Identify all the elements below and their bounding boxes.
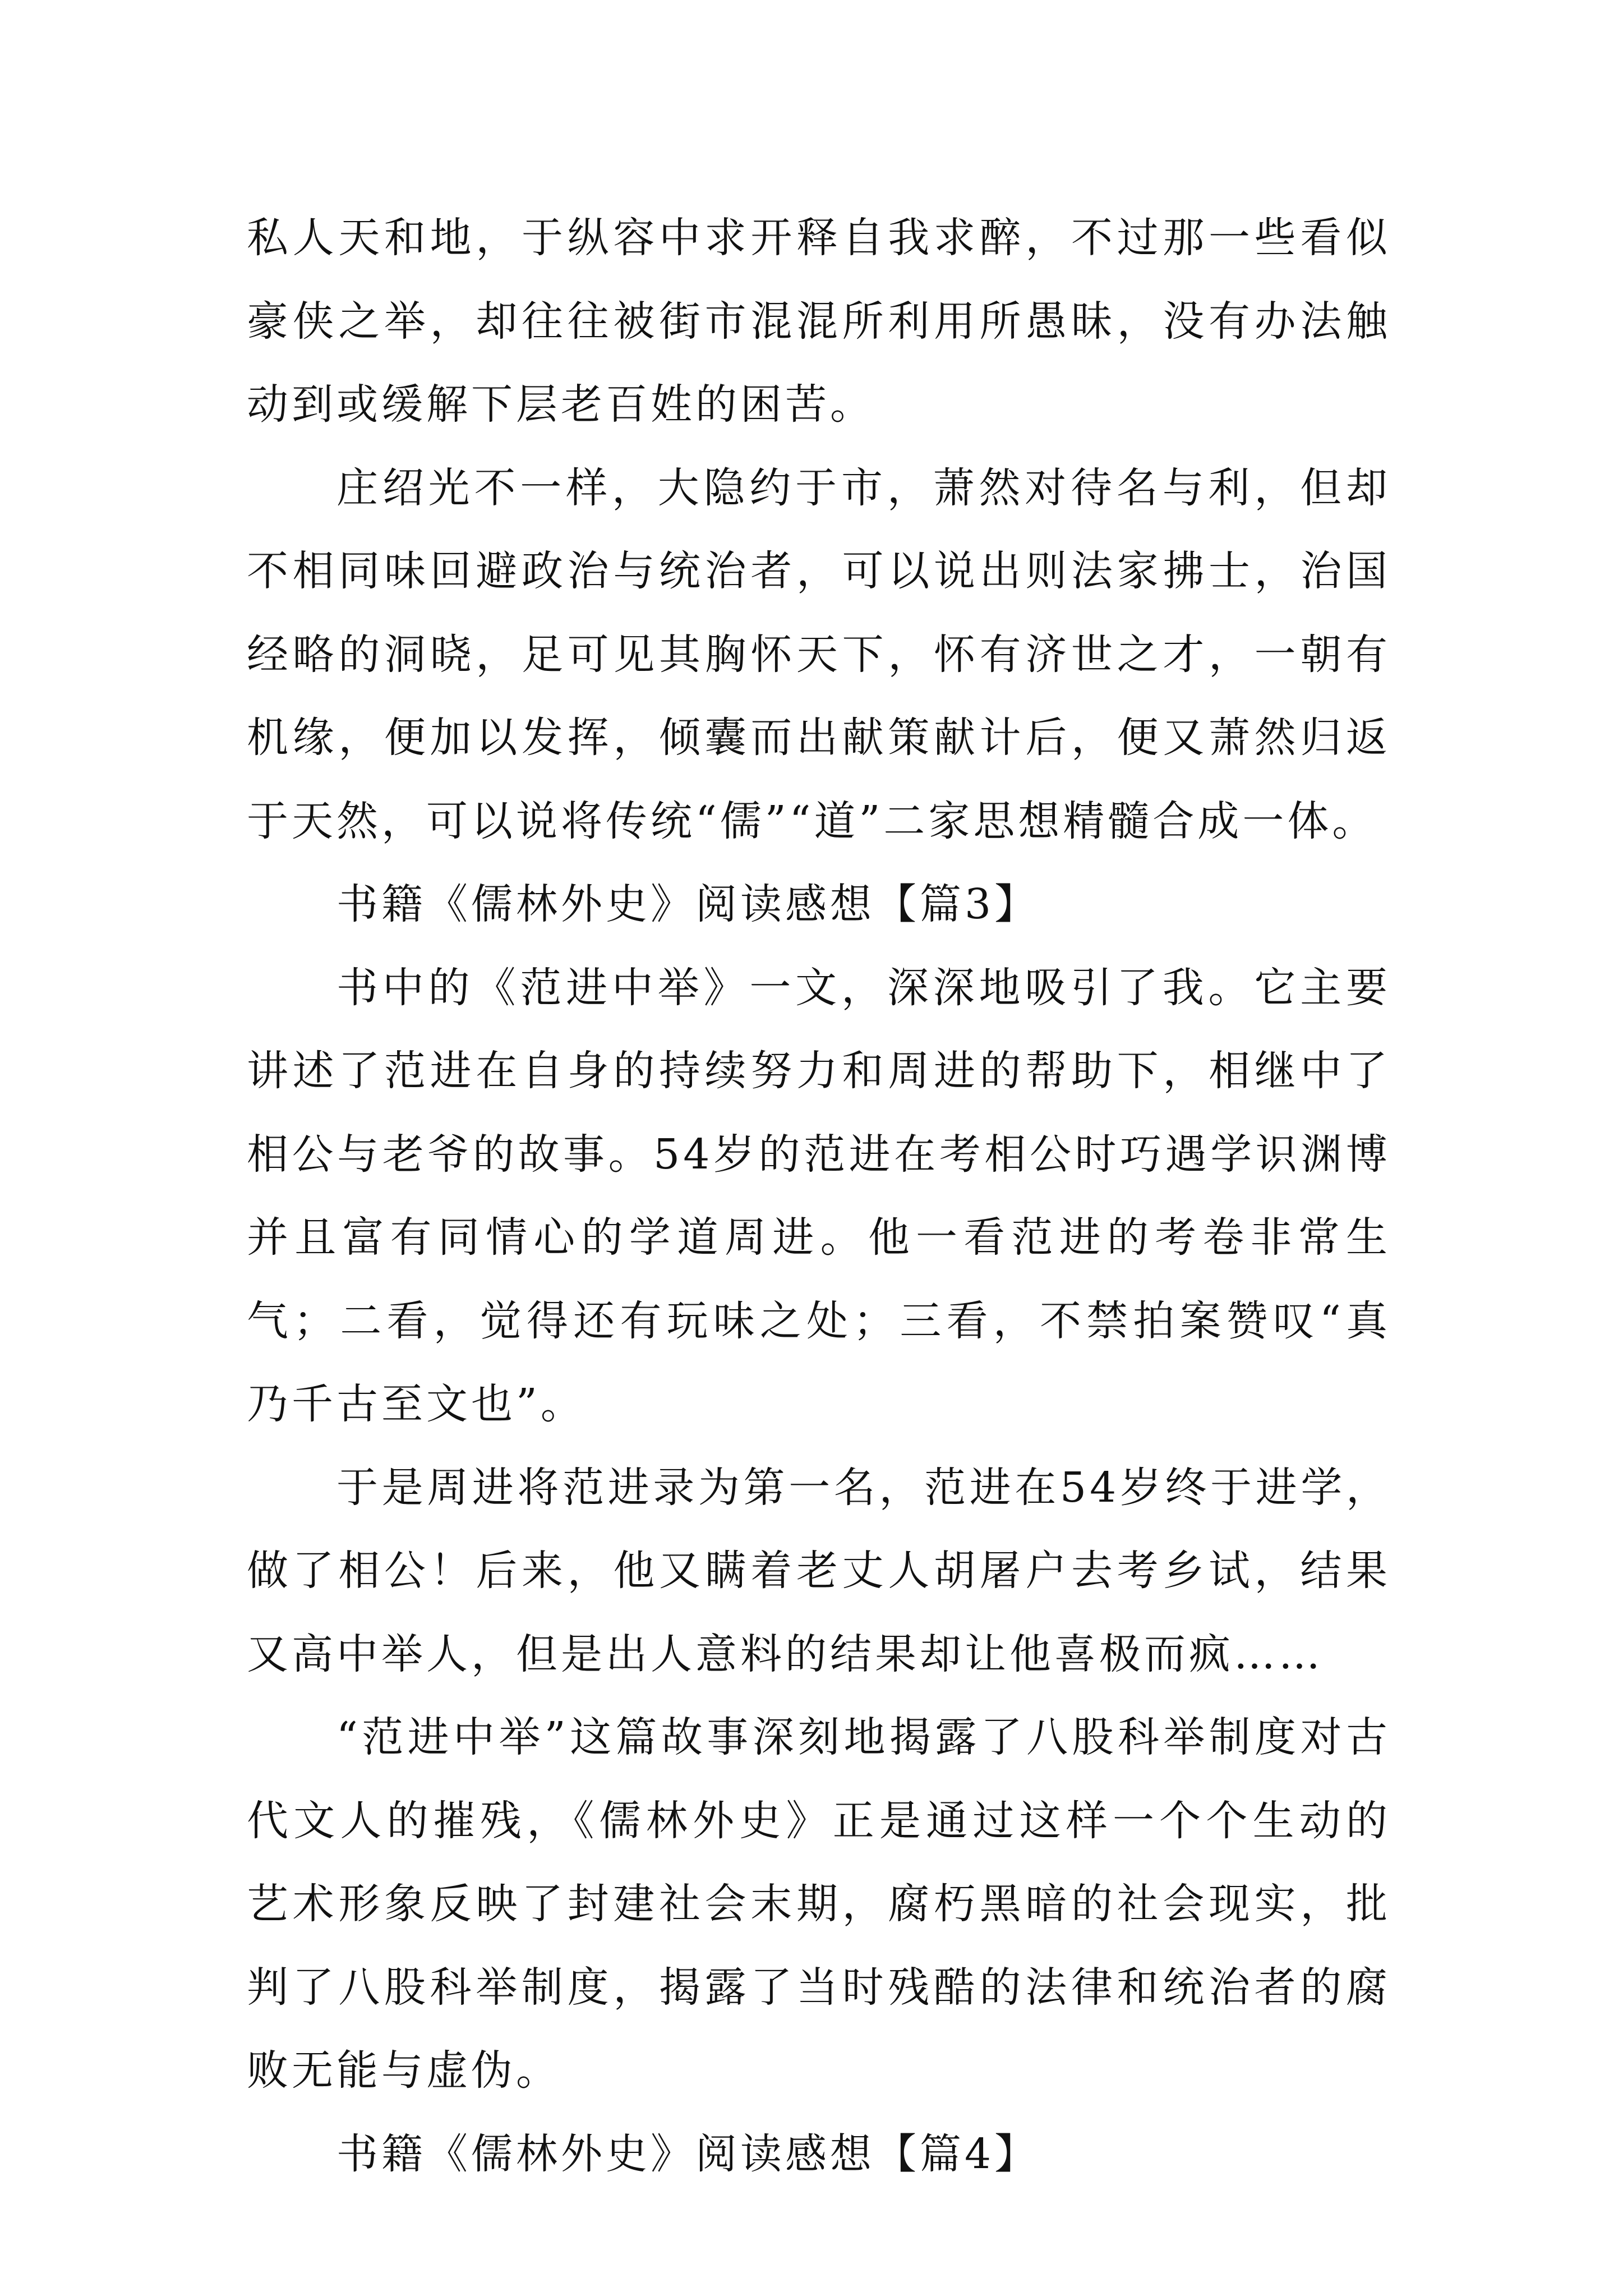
paragraph-fan-jin-critique: “范进中举”这篇故事深刻地揭露了八股科举制度对古代文人的摧残，《儒林外史》正是通过这样一个个生动的艺术形象反映了封建社会末期，腐朽黑暗的社会现实，批判了八股科举制度，揭露了当时残酷的法律和统治者的腐败无能与虚伪。 xyxy=(247,1713,1391,2095)
section-heading-part-4: 书籍《儒林外史》阅读感想【篇4】 xyxy=(336,2129,1040,2178)
paragraph-fan-jin-promotion: 于是周进将范进录为第一名，范进在54岁终于进学，做了相公！后来，他又瞒着老丈人胡屠户去考乡试，结果又高中举人，但是出人意料的结果却让他喜极而疯…… xyxy=(247,1463,1391,1678)
document-body xyxy=(247,196,1391,2196)
section-heading-part-3: 书籍《儒林外史》阅读感想【篇3】 xyxy=(336,880,1040,928)
paragraph-zhuang-shaoguang: 庄绍光不一样，大隐约于市，萧然对待名与利，但却不相同味回避政治与统治者，可以说出则法家拂士，治国经略的洞晓，足可见其胸怀天下，怀有济世之才，一朝有机缘，便加以发挥，倾囊而出献策献计后，便又萧然归返于天然，可以说将传统“儒”“道”二家思想精髓合成一体。 xyxy=(247,463,1391,845)
paragraph-fan-jin-story: 书中的《范进中举》一文，深深地吸引了我。它主要讲述了范进在自身的持续努力和周进的帮助下，相继中了相公与老爷的故事。54岁的范进在考相公时巧遇学识渊博并且富有同情心的学道周进。他一看范进的考卷非常生气；二看，觉得还有玩味之处；三看，不禁拍案赞叹“真乃千古至文也”。 xyxy=(247,963,1391,1428)
paragraph-zhuang-intro-continued: 私人天和地，于纵容中求开释自我求醉，不过那一些看似豪侠之举，却往往被街市混混所利用所愚昧，没有办法触动到或缓解下层老百姓的困苦。 xyxy=(247,214,1391,429)
